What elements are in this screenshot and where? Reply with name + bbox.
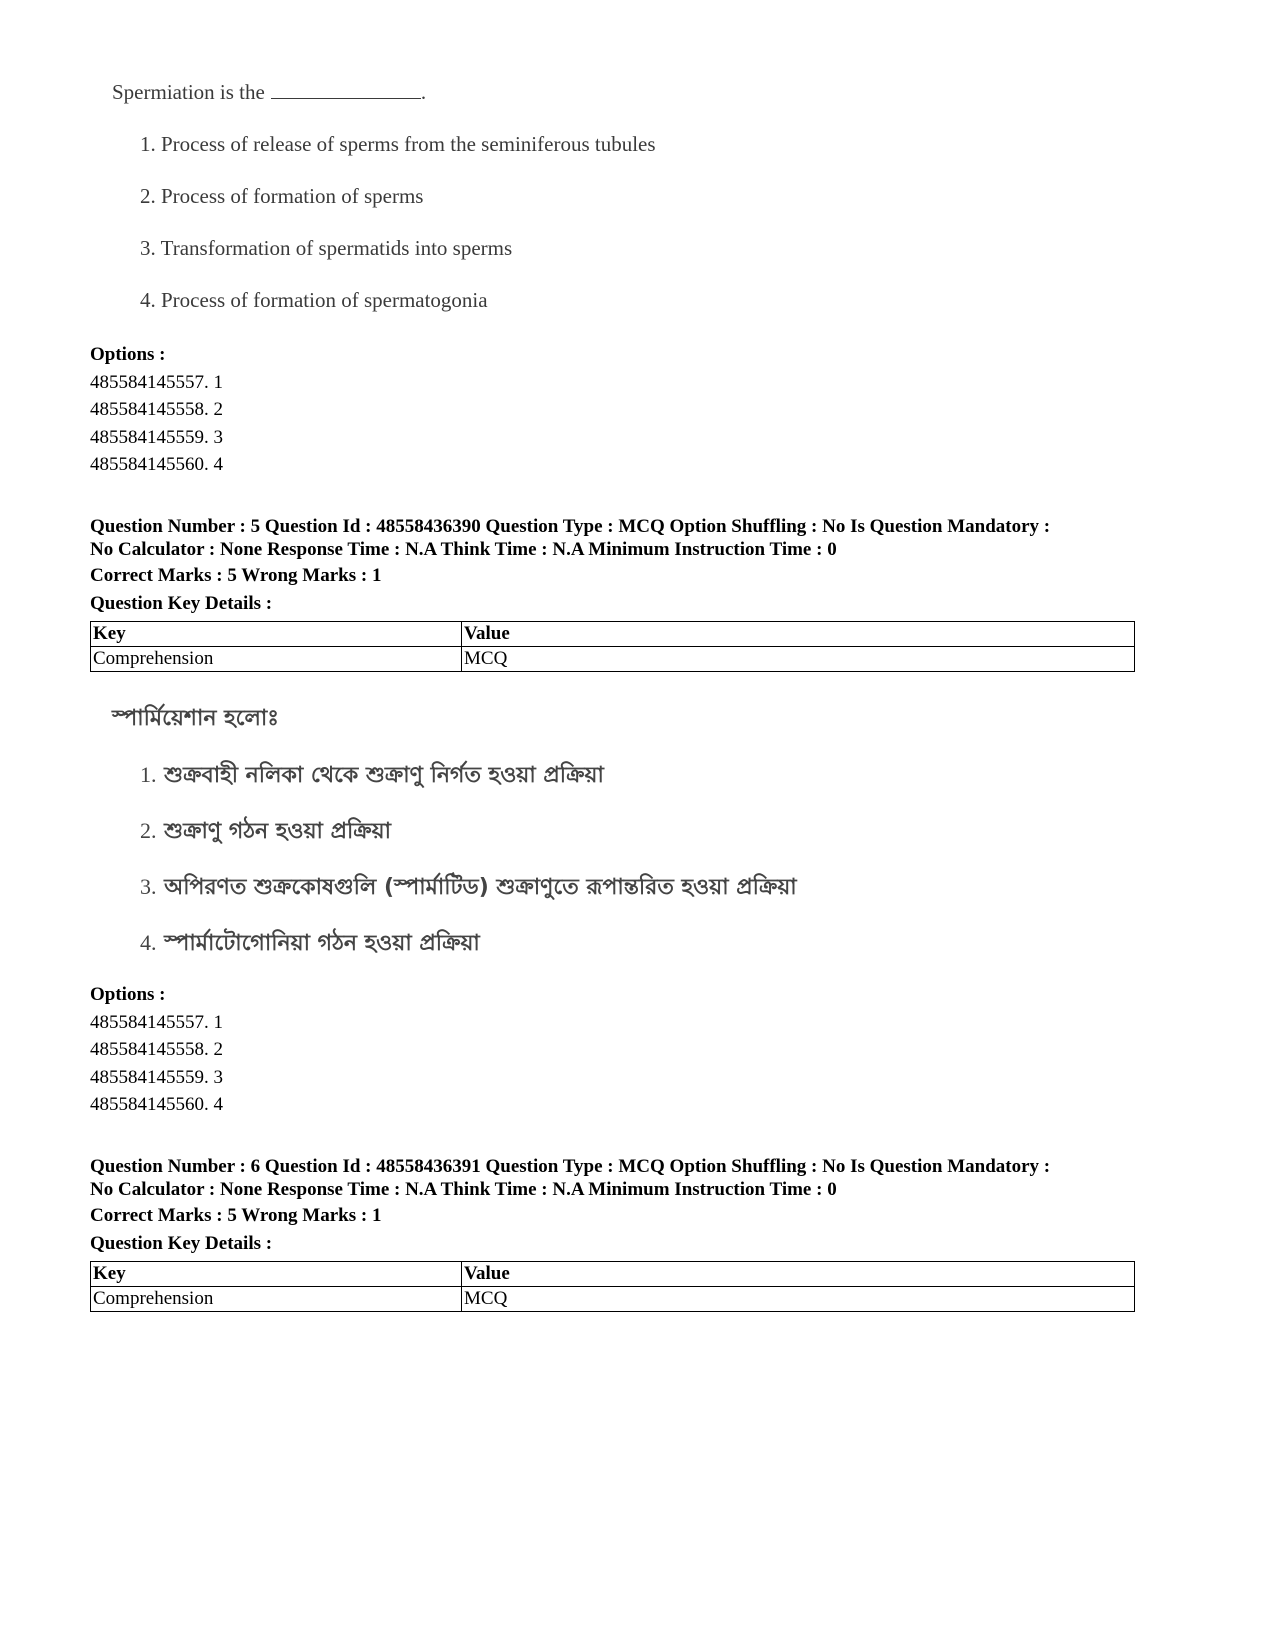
question-stem: স্পার্মিয়েশান হলোঃ [112, 706, 280, 731]
question-option-3: 3. Transformation of spermatids into sperms [140, 236, 513, 260]
key-details-table [90, 1261, 1135, 1312]
option-item: 485584145557. 1 [90, 1011, 223, 1033]
question-marks: Correct Marks : 5 Wrong Marks : 1 [90, 1205, 382, 1226]
option-item: 485584145560. 4 [90, 1094, 223, 1115]
question-stem: Spermiation is the . [112, 80, 427, 104]
options-list [90, 341, 223, 479]
table-row [91, 1287, 1135, 1312]
key-details-label: Question Key Details : [90, 593, 273, 614]
question-image-english [112, 78, 812, 328]
options-list [90, 981, 223, 1119]
table-cell: MCQ [462, 647, 1135, 672]
question-image-bengali [112, 705, 912, 975]
key-details-label: Question Key Details : [90, 1233, 273, 1254]
option-item: 485584145558. 2 [90, 1039, 223, 1060]
table-header-row [91, 622, 1135, 647]
question-meta-line: Question Number : 5 Question Id : 48558436390 Question Type : MCQ Option Shuffling : No Is Question Mandatory : [90, 516, 1051, 537]
table-header-cell: Value [462, 622, 1135, 647]
blank-line [271, 80, 421, 99]
option-item: 485584145559. 3 [90, 1066, 223, 1088]
question-option-1: 1. শুক্রবাহী নলিকা থেকে শুক্রাণু নির্গত হওয়া প্রক্রিয়া [140, 762, 604, 788]
option-item: 485584145557. 1 [90, 371, 223, 393]
key-details-table [90, 621, 1135, 672]
table-cell: Comprehension [91, 647, 462, 672]
table-cell: MCQ [462, 1287, 1135, 1312]
question-option-4: 4. Process of formation of spermatogonia [140, 288, 488, 312]
option-item: 485584145559. 3 [90, 426, 223, 448]
table-header-cell: Key [91, 1262, 462, 1287]
table-cell: Comprehension [91, 1287, 462, 1312]
options-label: Options : [90, 344, 166, 365]
question-option-2: 2. Process of formation of sperms [140, 184, 424, 208]
question-meta [90, 1155, 1190, 1201]
question-meta-line: No Calculator : None Response Time : N.A Think Time : N.A Minimum Instruction Time : 0 [90, 539, 837, 560]
table-header-row [91, 1262, 1135, 1287]
table-row [91, 647, 1135, 672]
question-meta [90, 515, 1190, 561]
question-option-1: 1. Process of release of sperms from the seminiferous tubules [140, 132, 656, 156]
option-item: 485584145558. 2 [90, 399, 223, 420]
options-label: Options : [90, 984, 166, 1005]
question-meta-line: No Calculator : None Response Time : N.A Think Time : N.A Minimum Instruction Time : 0 [90, 1179, 837, 1200]
table-header-cell: Key [91, 622, 462, 647]
question-option-3: 3. অপিরণত শুক্রকোষগুলি (স্পার্মাটিড) শুক্রাণুতে রূপান্তরিত হওয়া প্রক্রিয়া [140, 874, 797, 900]
question-meta-line: Question Number : 6 Question Id : 48558436391 Question Type : MCQ Option Shuffling : No Is Question Mandatory : [90, 1156, 1051, 1177]
option-item: 485584145560. 4 [90, 454, 223, 475]
question-option-2: 2. শুক্রাণু গঠন হওয়া প্রক্রিয়া [140, 818, 392, 844]
question-marks: Correct Marks : 5 Wrong Marks : 1 [90, 565, 382, 586]
table-header-cell: Value [462, 1262, 1135, 1287]
question-option-4: 4. স্পার্মাটোগোনিয়া গঠন হওয়া প্রক্রিয়া [140, 930, 480, 956]
